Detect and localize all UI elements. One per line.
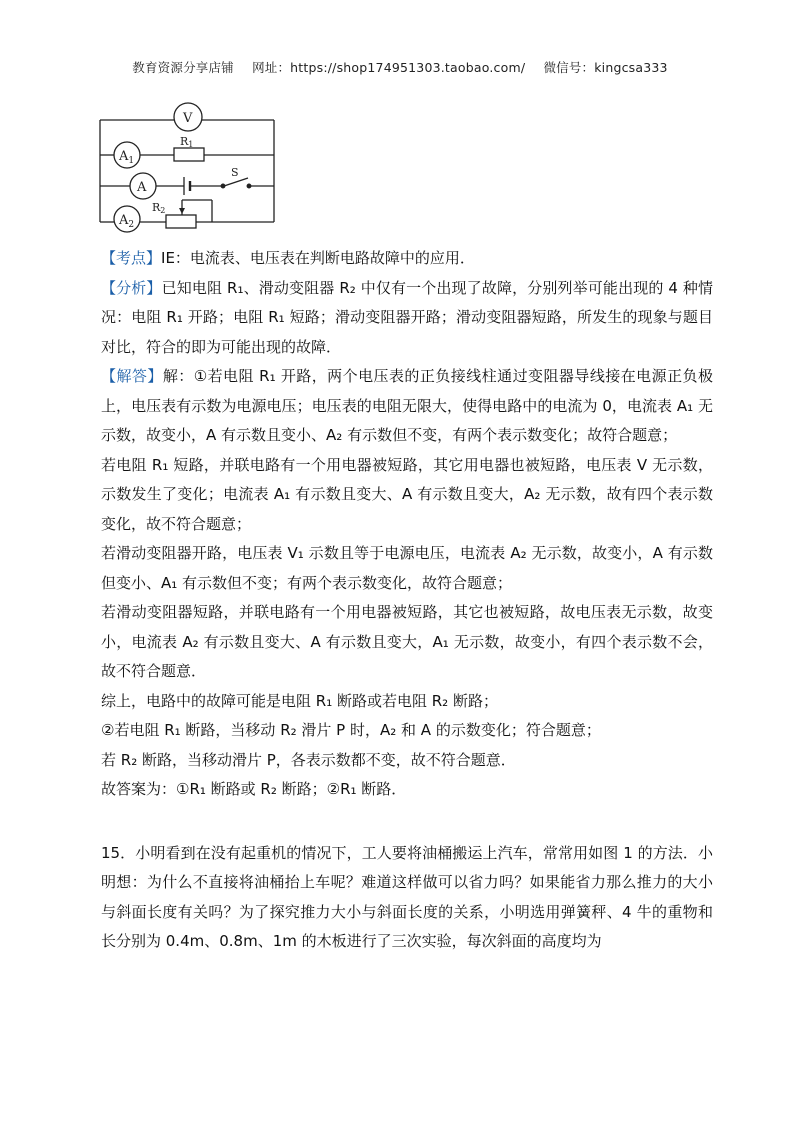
kaodian-paragraph xyxy=(101,244,713,274)
section-gap xyxy=(101,805,713,839)
answer-summary: 故答案为：①R₁ 断路或 R₂ 断路；②R₁ 断路． xyxy=(101,780,407,798)
resistor1-label: R1 xyxy=(180,135,194,149)
fenxi-paragraph xyxy=(101,274,713,363)
question-15: 15．小明看到在没有起重机的情况下，工人要将油桶搬运上汽车，常常用如图 1 的方法．小明想：为什么不直接将油桶抬上车呢？难道这样做可以省力吗？如果能省力那么推力的大小与斜面长度有关吗？为了探究推力大小与斜面长度的关系，小明选用弹簧秤、4 牛的重物和长分别为 0.4m、0.8m、1m 的木板进行了三次实验，每次斜面的高度均为 xyxy=(101,843,713,950)
switch-label: S xyxy=(231,166,239,179)
ammeter-label: A xyxy=(137,180,147,195)
jieda-text-1: 解：①若电阻 R₁ 开路，两个电压表的正负接线柱通过变阻器导线接在电源正负极上，电压表有示数为电源电压；电压表的电阻无限大，使得电路中的电流为 0，电流表 A₁ 无示数，故变小，A 有示数且变小、A₂ 有示数但不变，有两个表示数变化；故符合题意； xyxy=(101,367,713,444)
ammeter1-label: $A_1$ xyxy=(119,149,135,166)
header-wechat: 微信号：kingcsa333 xyxy=(543,60,668,75)
voltmeter-label: V xyxy=(183,111,193,126)
jieda-paragraph-7: 若 R₂ 断路，当移动滑片 P，各表示数都不变，故不符合题意． xyxy=(101,750,516,769)
jieda-tag: 【解答】 xyxy=(101,367,163,385)
jieda-paragraph-2: 若电阻 R₁ 短路，并联电路有一个用电器被短路，其它用电器也被短路，电压表 V 无示数，示数发生了变化；电流表 A₁ 有示数且变大、A 有示数且变大，A₂ 无示数，故有四个表示数变化，故不符合题意； xyxy=(101,455,713,533)
jieda-paragraph-3: 若滑动变阻器开路，电压表 V₁ 示数且等于电源电压，电流表 A₂ 无示数，故变小，A 有示数但变小、A₁ 有示数但不变；有两个表示数变化，故符合题意； xyxy=(101,544,713,592)
kaodian-text: IE：电流表、电压表在判断电路故障中的应用． xyxy=(161,249,475,267)
jieda-paragraph-5: 综上，电路中的故障可能是电阻 R₁ 断路或若电阻 R₂ 断路； xyxy=(101,691,498,710)
rheostat-label: R2 xyxy=(152,201,166,215)
header-shop: 教育资源分享店铺 xyxy=(132,60,234,75)
page-header xyxy=(0,58,800,76)
jieda-paragraph-6: ②若电阻 R₁ 断路，当移动 R₂ 滑片 P 时，A₂ 和 A 的示数变化；符合题意； xyxy=(101,721,601,739)
header-url: 网址：https://shop174951303.taobao.com/ xyxy=(252,60,526,75)
circuit-diagram xyxy=(96,100,286,240)
fenxi-tag: 【分析】 xyxy=(101,278,162,297)
kaodian-tag: 【考点】 xyxy=(101,249,162,267)
jieda-paragraph-1 xyxy=(101,362,713,451)
answer-content xyxy=(101,244,713,957)
jieda-paragraph-4: 若滑动变阻器短路，并联电路有一个用电器被短路，其它也被短路，故电压表无示数，故变小，电流表 A₂ 有示数且变大、A 有示数且变大，A₁ 无示数，故变小，有四个表示数不会，故不符合题意． xyxy=(101,603,713,680)
fenxi-text: 已知电阻 R₁、滑动变阻器 R₂ 中仅有一个出现了故障，分别列举可能出现的 4 种情况：电阻 R₁ 开路；电阻 R₁ 短路；滑动变阻器开路；滑动变阻器短路，所发生的现象与题目对比，符合的即为可能出现的故障． xyxy=(101,278,713,356)
ammeter2-label: $A_2$ xyxy=(119,213,135,230)
